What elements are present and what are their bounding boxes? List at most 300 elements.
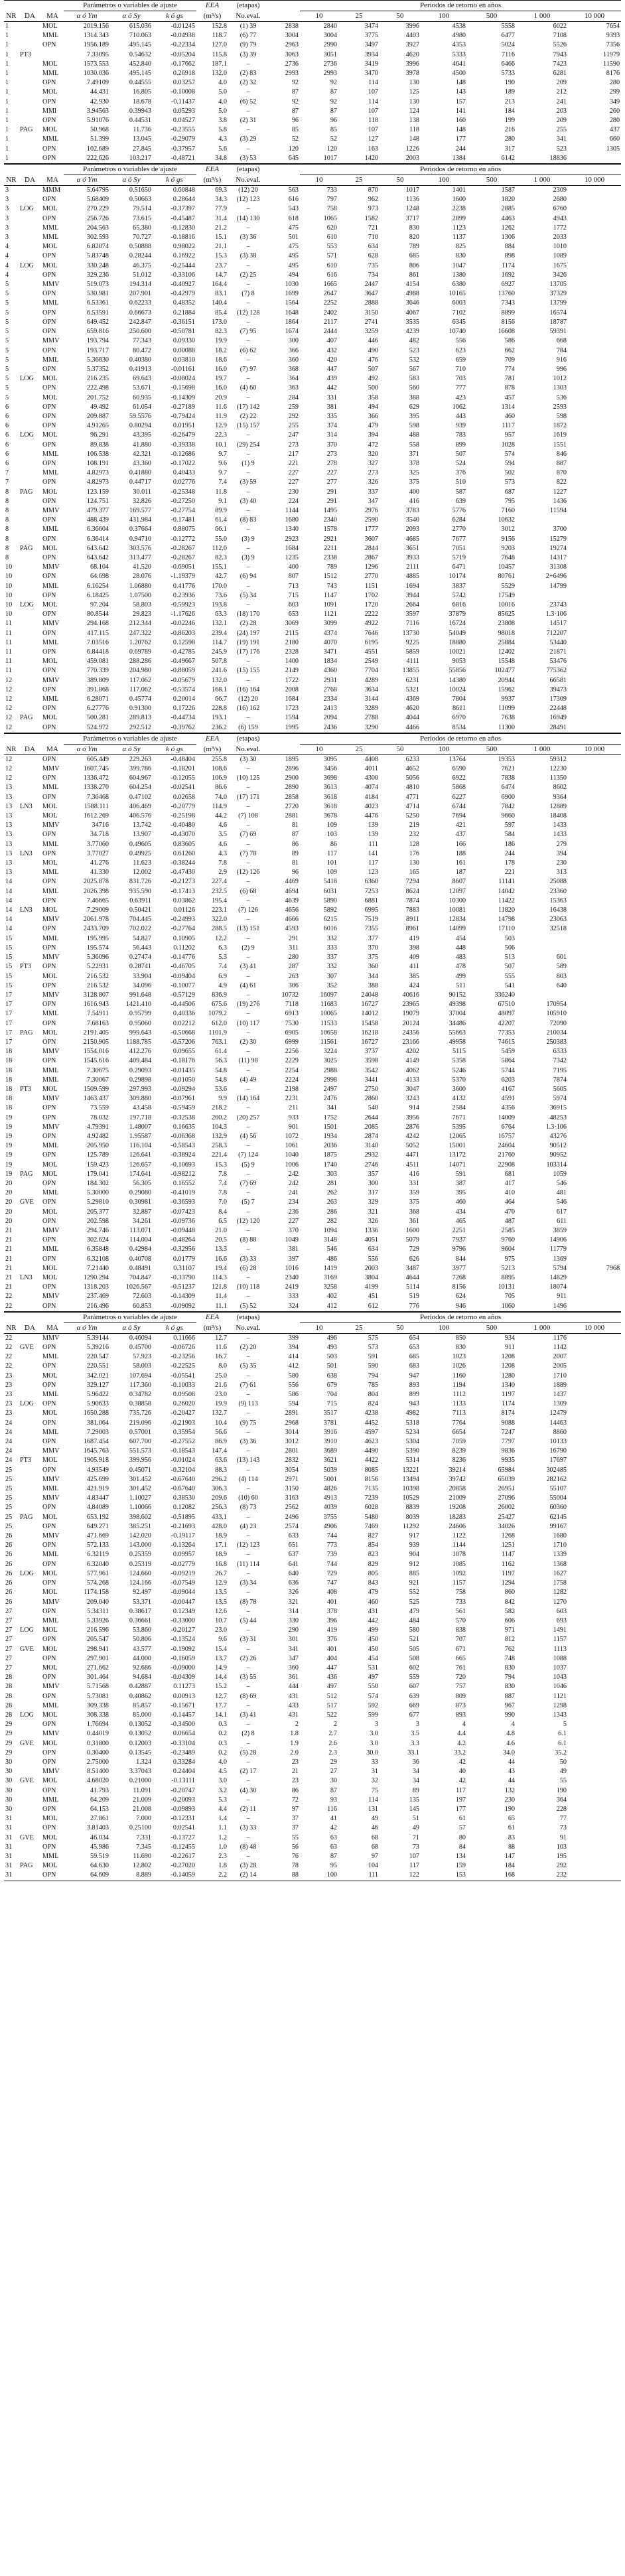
cell-noeval: 2419 [285, 1283, 299, 1291]
period-p100-header: 100 [421, 1323, 467, 1333]
cell-period-value: 199 [504, 117, 515, 125]
cell-etapas: – [246, 60, 250, 68]
cell-period-value: 464 [504, 1198, 515, 1206]
cell-nr: 12 [4, 723, 19, 733]
cell-period-value: 87 [330, 88, 337, 96]
cell-period-value: 43 [508, 1768, 515, 1776]
cell-ma: MOL [42, 1161, 58, 1169]
cell-ma: MML [42, 1485, 59, 1493]
cell-period-value: 1294 [501, 1579, 515, 1587]
cell-period-value: 15962 [498, 685, 515, 693]
cell-etapas: – [246, 1777, 250, 1785]
cell-period-value: 654 [409, 1334, 419, 1342]
cell-nr: 23 [5, 1409, 13, 1417]
cell-period-value: 16727 [361, 1001, 378, 1009]
table-row [4, 638, 621, 648]
cell-noeval: 360 [288, 1664, 299, 1672]
cell-period-value: 36915 [549, 1104, 567, 1112]
cell-period-value: 53440 [549, 638, 567, 646]
table-row [4, 1541, 621, 1550]
cell-period-value [568, 1390, 621, 1399]
cell-ma: OPN [42, 1198, 56, 1206]
cell-period-value: 184 [504, 1862, 515, 1870]
cell-noeval: 263 [288, 972, 299, 980]
params-group-header: Parámetros o variables de ajuste [64, 733, 196, 744]
cell-period-value: 1062 [452, 403, 466, 411]
cell-ma: MML [42, 1076, 59, 1084]
cell-alpha-sy: 32.826 [132, 497, 151, 505]
cell-alpha-sy: 12.002 [132, 869, 151, 877]
period-p10-header: 10 [300, 1323, 338, 1333]
cell-etapas: – [246, 526, 250, 534]
cell-period-value: 850 [455, 1334, 466, 1342]
cell-period-value: 23808 [498, 620, 515, 628]
cell-alpha-ym: 5.39216 [86, 1344, 109, 1352]
cell-period-value [568, 764, 621, 774]
cell-alpha-sy: 0.48491 [129, 1264, 151, 1272]
cell-da [19, 384, 41, 393]
cell-k-g: -0.59459 [171, 1104, 195, 1112]
table-row [4, 1626, 621, 1635]
cell-etapas: (2) 9 [242, 944, 255, 952]
cell-period-value: 15279 [549, 535, 567, 543]
cell-k-g: -0.48404 [171, 755, 195, 763]
cell-alpha-sy: 385.251 [129, 1522, 151, 1530]
cell-noeval: 1030 [285, 281, 299, 289]
cell-noeval: 6913 [285, 1010, 299, 1018]
cell-period-value: 7638 [501, 714, 515, 722]
cell-period-value [568, 261, 621, 271]
cell-noeval: 1006 [285, 1161, 299, 1169]
cell-period-value: 9225 [405, 638, 419, 646]
cell-eea: 18.2 [215, 346, 227, 354]
cell-period-value: 6195 [364, 638, 378, 646]
cell-period-value: 255 [556, 126, 567, 134]
cell-nr: 5 [5, 394, 9, 401]
cell-period-value: 5358 [452, 1057, 466, 1065]
cell-ma: OPN [42, 459, 56, 467]
period-p50-header: 50 [380, 11, 421, 22]
cell-period-value: 598 [409, 422, 419, 430]
cell-da [19, 840, 41, 849]
cell-noeval: 556 [288, 1381, 299, 1389]
cell-etapas: – [246, 916, 250, 924]
cell-period-value: 830 [455, 1344, 466, 1352]
cell-alpha-sy: 58.003 [132, 1362, 151, 1370]
table-row [4, 601, 621, 610]
cell-alpha-sy: 0.44555 [129, 79, 151, 87]
cell-period-value [568, 1399, 621, 1409]
col-alpha-ym-header: α ó Ym [64, 1323, 110, 1333]
cell-etapas: – [246, 859, 250, 867]
cell-period-value [568, 224, 621, 233]
cell-nr: 13 [5, 840, 13, 848]
cell-eea: 21.0 [215, 1226, 227, 1234]
cell-etapas: (5) 28 [240, 1749, 257, 1756]
cell-eea: 12.9 [215, 1579, 227, 1587]
cell-nr: 8 [5, 526, 9, 534]
cell-ma: MMV [42, 563, 60, 571]
cell-alpha-ym: 2191.405 [83, 1029, 109, 1037]
cell-eea: 106.9 [212, 774, 227, 782]
cell-period-value: 8611 [452, 705, 466, 713]
cell-period-value: 4023 [364, 802, 378, 810]
cell-period-value: 4471 [405, 1151, 419, 1159]
cell-period-value: 160 [455, 117, 466, 125]
cell-nr: 11 [5, 658, 12, 666]
cell-da [19, 1104, 41, 1113]
cell-period-value: 394 [368, 431, 378, 439]
cell-noeval: 96 [291, 869, 299, 877]
cell-nr: 13 [5, 849, 13, 857]
cell-period-value: 8085 [364, 1466, 378, 1474]
cell-period-value: 57 [458, 1824, 466, 1832]
cell-k-g: -0.48264 [171, 1236, 195, 1244]
table-row [4, 1466, 621, 1475]
cell-nr: 20 [5, 1217, 13, 1225]
cell-period-value: 774 [504, 365, 515, 373]
cell-period-value [568, 953, 621, 962]
cell-etapas: (3) 40 [240, 497, 257, 505]
cell-period-value: 553 [326, 243, 337, 251]
cell-noeval: 2256 [285, 1048, 299, 1056]
cell-k-g: -0.14309 [171, 1293, 195, 1301]
cell-period-value: 49 [559, 1768, 567, 1776]
cell-ma: MMV [42, 991, 60, 999]
cell-da [19, 186, 41, 196]
cell-alpha-ym: 302.593 [86, 234, 109, 242]
cell-nr: 1 [5, 98, 9, 106]
cell-alpha-sy: 0.94710 [129, 535, 151, 543]
cell-period-value: 5114 [406, 1283, 419, 1291]
cell-period-value: 1065 [323, 214, 337, 222]
cell-period-value: 20858 [449, 1485, 466, 1493]
cell-ma: MOL [42, 394, 58, 401]
cell-period-value: 482 [409, 337, 419, 345]
cell-ma: MML [42, 1391, 59, 1399]
cell-k-g: -0.13264 [171, 1541, 195, 1549]
cell-k-g: 0.40336 [173, 1010, 195, 1018]
cell-alpha-sy: 607.700 [129, 1438, 151, 1446]
cell-noeval: 933 [288, 1113, 299, 1121]
cell-period-value: 14012 [361, 1010, 378, 1018]
cell-period-value: 190 [504, 1805, 515, 1813]
cell-ma: OPN [42, 328, 56, 336]
cell-period-value: 784 [556, 346, 567, 354]
cell-alpha-sy: 0.28244 [129, 252, 151, 260]
cell-period-value: 73 [412, 1843, 419, 1851]
cell-eea: 7.8 [218, 1170, 227, 1178]
cell-noeval: 55 [291, 1833, 299, 1841]
cell-period-value: 148 [409, 135, 419, 143]
cell-period-value [568, 1522, 621, 1532]
cell-ma: OPN [42, 1674, 56, 1682]
cell-period-value: 975 [504, 1255, 515, 1263]
cell-da [19, 1796, 41, 1805]
cell-alpha-sy: 124.660 [129, 1569, 151, 1577]
cell-da: GVE [20, 1344, 34, 1352]
cell-noeval: 1594 [285, 714, 299, 722]
cell-period-value [568, 962, 621, 971]
cell-ma: MOL [42, 1645, 58, 1653]
cell-nr: 23 [5, 1400, 13, 1408]
cell-eea: 221.4 [212, 1151, 227, 1159]
cell-ma: MML [42, 1551, 59, 1559]
cell-da [19, 1283, 41, 1292]
cell-period-value: 2998 [323, 1076, 337, 1084]
cell-period-value: 19274 [549, 544, 567, 552]
cell-etapas: (4) 30 [240, 1786, 257, 1794]
cell-ma: MOL [42, 1208, 58, 1216]
cell-period-value: 421 [455, 822, 466, 829]
cell-period-value [568, 154, 621, 164]
cell-period-value: 820 [409, 234, 419, 242]
table-row [4, 754, 621, 764]
cell-period-value: 7469 [364, 1522, 378, 1530]
cell-period-value: 2585 [501, 1226, 515, 1234]
cell-period-value: 541 [504, 981, 515, 989]
table-row [4, 924, 621, 934]
cell-period-value: 5480 [364, 1513, 378, 1521]
cell-eea: 12.7 [215, 1692, 227, 1700]
cell-k-g: -0.01024 [171, 1457, 195, 1465]
cell-period-value: 3535 [405, 318, 419, 326]
cell-etapas: – [246, 281, 250, 289]
cell-period-value [568, 1217, 621, 1226]
cell-period-value [568, 1579, 621, 1588]
cell-period-value: 59312 [549, 755, 567, 763]
cell-period-value: 1147 [324, 591, 337, 599]
cell-period-value: 521 [409, 1636, 419, 1644]
cell-ma: OPN [42, 497, 56, 505]
cell-da [19, 60, 41, 69]
cell-da [19, 774, 41, 783]
cell-period-value: 5318 [405, 1419, 419, 1427]
cell-period-value: 2844 [364, 544, 378, 552]
cell-period-value [568, 1170, 621, 1179]
cell-k-g: -0.44506 [171, 1001, 195, 1009]
cell-eea: 3.5 [218, 831, 227, 839]
cell-alpha-ym: 298.941 [86, 1645, 109, 1653]
cell-noeval: 4694 [285, 887, 299, 895]
cell-period-value: 1551 [553, 441, 567, 449]
cell-da [19, 1179, 41, 1188]
table-row [4, 812, 621, 821]
cell-eea: 54.8 [215, 1076, 227, 1084]
cell-period-value: 490 [368, 346, 378, 354]
cell-period-value: 4300 [364, 774, 378, 782]
cell-ma: MML [42, 1353, 59, 1361]
cell-k-g: -0.58543 [171, 1142, 195, 1150]
cell-period-value: 2036 [323, 1142, 337, 1150]
cell-noeval: 364 [288, 375, 299, 383]
cell-eea: 112.0 [212, 544, 227, 552]
cell-noeval: 1.9 [290, 1739, 299, 1747]
cell-period-value: 186 [504, 840, 515, 848]
cell-period-value: 1419 [323, 1264, 337, 1272]
cell-eea: 104.3 [212, 1123, 227, 1131]
cell-period-value: 720 [455, 1674, 466, 1682]
cell-period-value: 1251 [501, 1541, 515, 1549]
cell-period-value: 143 [455, 88, 466, 96]
cell-k-g: 0.17226 [173, 705, 195, 713]
cell-eea: 4.6 [218, 840, 227, 848]
cell-alpha-ym: 1956.189 [83, 41, 109, 49]
cell-k-g: 0.11273 [173, 1683, 195, 1691]
cell-period-value: 170954 [546, 1001, 567, 1009]
period-p10-header: 10 [300, 11, 338, 22]
cell-period-value: 4 [511, 1721, 515, 1729]
cell-period-value: 6028 [364, 1504, 378, 1512]
cell-period-value: 8156 [452, 1283, 466, 1291]
cell-k-g: -0.25348 [171, 488, 195, 496]
cell-noeval: 563 [288, 186, 299, 194]
cell-k-g: -0.09448 [171, 1226, 195, 1234]
cell-alpha-ym: 6.82074 [86, 243, 109, 251]
cell-etapas: – [246, 126, 250, 134]
cell-period-value: 517 [326, 1701, 337, 1709]
cell-period-value: 1343 [553, 1711, 567, 1719]
table-row [4, 459, 621, 468]
cell-da: LN3 [20, 802, 33, 810]
cell-da [19, 1352, 41, 1362]
cell-alpha-sy: 0.95799 [129, 1010, 151, 1018]
col-nr-header [4, 1312, 19, 1323]
cell-alpha-sy: 33.904 [132, 972, 151, 980]
cell-alpha-sy: 69.643 [132, 375, 151, 383]
cell-period-value: 1174 [502, 261, 515, 269]
cell-ma: OPN [42, 1438, 56, 1446]
cell-period-value: 1121 [324, 610, 337, 618]
cell-period-value: 860 [504, 1589, 515, 1597]
cell-period-value: 4.4 [457, 1730, 466, 1738]
cell-period-value: 2988 [323, 1066, 337, 1074]
cell-ma: OPN [42, 629, 56, 637]
cell-nr: 3 [5, 224, 9, 232]
table-row [4, 1645, 621, 1654]
cell-eea: 61.4 [215, 516, 227, 524]
cell-k-g: -0.37397 [171, 205, 195, 213]
cell-ma: MMV [42, 1226, 60, 1234]
cell-alpha-sy: 991.648 [129, 991, 151, 999]
cell-da [19, 991, 41, 1000]
cell-period-value: 241 [556, 98, 567, 106]
return-periods-header: Periodos de retorno en años [300, 1, 621, 11]
cell-ma: MML [42, 887, 59, 895]
cell-da: PAG [20, 544, 33, 552]
cell-alpha-sy: 604.967 [129, 774, 151, 782]
table-row [4, 394, 621, 403]
cell-etapas: – [246, 1142, 250, 1150]
cell-noeval: 2971 [285, 1475, 299, 1483]
cell-etapas: (4) 114 [238, 1475, 258, 1483]
cell-period-value: 159 [455, 1862, 466, 1870]
cell-period-value: 210034 [546, 1029, 567, 1037]
cell-noeval: 3004 [285, 32, 299, 40]
table-row [4, 1273, 621, 1283]
cell-nr: 17 [5, 1010, 13, 1018]
cell-period-value: 5868 [452, 784, 466, 792]
cell-da [19, 107, 41, 116]
header-row-top [4, 733, 621, 744]
cell-period-value: 825 [455, 243, 466, 251]
cell-nr: 25 [5, 1522, 13, 1530]
cell-nr: 19 [5, 1142, 13, 1150]
cell-ma: OPN [42, 1692, 56, 1700]
cell-period-value: 86 [330, 840, 337, 848]
cell-period-value [516, 944, 568, 953]
cell-alpha-sy: 406.469 [129, 802, 151, 810]
cell-k-g: -0.47430 [171, 869, 195, 877]
cell-period-value: 120 [326, 145, 337, 153]
table-row [4, 1739, 621, 1749]
cell-nr: 31 [5, 1824, 13, 1832]
cell-period-value: 25088 [549, 878, 567, 886]
cell-da [19, 356, 41, 365]
cell-period-value: 11533 [320, 1019, 337, 1027]
cell-noeval: 2562 [285, 1504, 299, 1512]
cell-etapas: – [246, 840, 250, 848]
cell-nr: 11 [5, 667, 12, 675]
cell-period-value: 4132 [452, 1095, 466, 1103]
cell-noeval: 6999 [285, 1038, 299, 1046]
cell-alpha-sy: 250.600 [129, 328, 151, 336]
cell-period-value: 729 [409, 1246, 419, 1253]
cell-period-value: 28491 [516, 723, 568, 733]
cell-period-value: 687 [504, 488, 515, 496]
cell-alpha-sy: 309.880 [129, 1095, 151, 1103]
cell-period-value: 679 [326, 1381, 337, 1389]
cell-period-value: 9393 [606, 32, 620, 40]
cell-period-value [568, 793, 621, 802]
cell-eea: 9.1 [218, 497, 227, 505]
cell-alpha-ym: 479.377 [86, 506, 109, 514]
cell-period-value: 227 [326, 469, 337, 477]
cell-alpha-sy: 0.50421 [129, 906, 151, 914]
cell-k-g: -0.20093 [171, 1796, 195, 1804]
cell-da [19, 1692, 41, 1701]
table-row [4, 31, 621, 40]
cell-period-value: 1710 [553, 1541, 567, 1549]
cell-nr: 22 [5, 1353, 13, 1361]
table-row [4, 69, 621, 78]
cell-alpha-sy: 0.13545 [129, 1749, 151, 1756]
cell-period-value: 6333 [553, 1048, 567, 1056]
cell-period-value: 4714 [405, 802, 419, 810]
cell-period-value: 92 [330, 79, 337, 87]
cell-period-value [568, 648, 621, 657]
cell-nr: 1 [5, 117, 9, 125]
cell-ma: MOL [42, 1029, 58, 1037]
cell-alpha-sy: 79.514 [132, 205, 151, 213]
cell-period-value: 34 [412, 1768, 419, 1776]
cell-k-g: -0.06368 [171, 1132, 195, 1140]
cell-period-value: 1336 [364, 1226, 378, 1234]
cell-noeval: 273 [288, 441, 299, 449]
cell-nr: 18 [5, 1066, 13, 1074]
cell-period-value [568, 441, 621, 450]
table-row [4, 154, 621, 164]
cell-ma: MMV [42, 765, 60, 773]
cell-alpha-ym: 421.919 [86, 1485, 109, 1493]
table-row [4, 1805, 621, 1814]
cell-period-value [568, 591, 621, 601]
cell-da [19, 1047, 41, 1056]
cell-noeval: 603 [288, 601, 299, 608]
cell-ma: OPN [41, 1871, 64, 1881]
cell-period-value [568, 915, 621, 924]
cell-period-value: 870 [556, 469, 567, 477]
